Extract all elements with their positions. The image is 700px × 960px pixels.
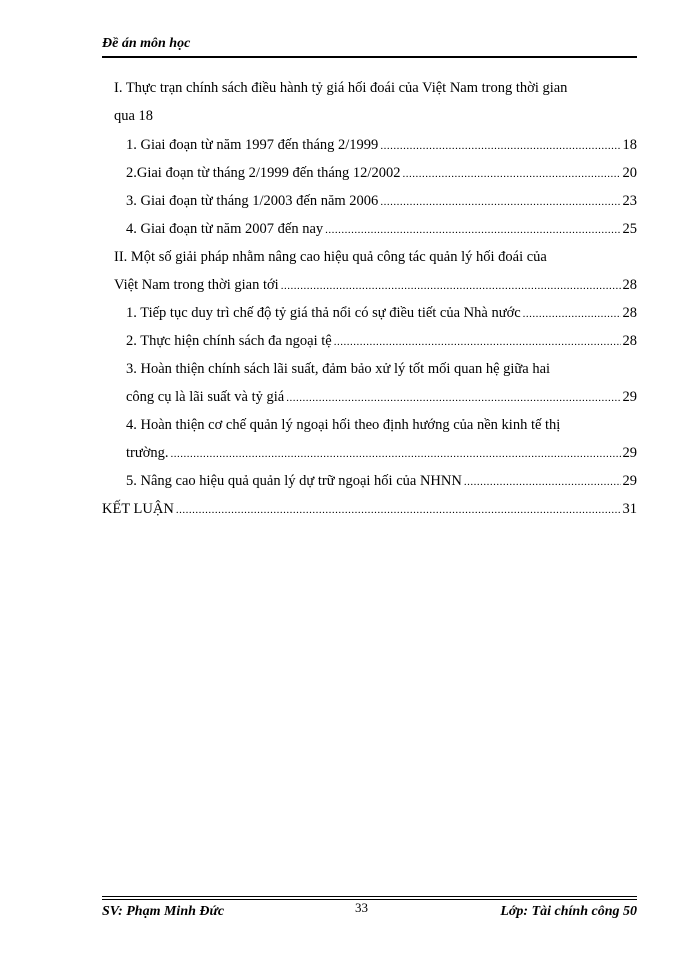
- footer-rule: [102, 896, 637, 897]
- toc-section-1-line1: I. Thực trạn chính sách điều hành tỷ giá hối đoái của Việt Nam trong thời gian: [114, 80, 568, 96]
- toc-entry-2-3[interactable]: [126, 387, 637, 407]
- toc-entry-1-1[interactable]: [126, 135, 637, 155]
- footer-rule-double: [102, 899, 637, 900]
- toc-page-number: 29: [622, 473, 637, 489]
- toc-page-number: 18: [622, 137, 637, 153]
- toc-conclusion[interactable]: [102, 499, 637, 519]
- toc-entry-2-4-line1: 4. Hoàn thiện cơ chế quản lý ngoại hối theo định hướng của nền kinh tế thị: [126, 417, 561, 433]
- toc-entry-2-2[interactable]: [126, 331, 637, 351]
- toc-page-number: 28: [622, 333, 637, 349]
- toc-section-2[interactable]: [114, 275, 637, 295]
- header-rule: [102, 56, 637, 58]
- toc-entry-text: 3. Giai đoạn từ tháng 1/2003 đến năm 2006: [126, 193, 379, 209]
- toc-leader-dots: [523, 304, 621, 324]
- toc-entry-text: 1. Tiếp tục duy trì chế độ tỷ giá thả nổi có sự điều tiết của Nhà nước: [126, 305, 521, 321]
- footer-class-name: Lớp: Tài chính công 50: [500, 904, 637, 919]
- toc-page-number: 29: [622, 445, 637, 461]
- toc-leader-dots: [464, 472, 621, 492]
- toc-entry-text: KẾT LUẬN: [102, 501, 174, 517]
- toc-entry-text: 2. Thực hiện chính sách đa ngoại tệ: [126, 333, 332, 349]
- toc-entry-text: trường.: [126, 445, 169, 461]
- toc-entry-1-4[interactable]: [126, 219, 637, 239]
- toc-page-number: 20: [622, 165, 637, 181]
- toc-leader-dots: [380, 192, 620, 212]
- toc-entry-1-3[interactable]: [126, 191, 637, 211]
- toc-entry-2-4[interactable]: [126, 443, 637, 463]
- toc-entry-2-5[interactable]: [126, 471, 637, 491]
- toc-leader-dots: [325, 220, 620, 240]
- toc-page-number: 25: [622, 221, 637, 237]
- toc-entry-text: 4. Giai đoạn từ năm 2007 đến nay: [126, 221, 324, 237]
- toc-entry-text: 1. Giai đoạn từ năm 1997 đến tháng 2/1999: [126, 137, 379, 153]
- toc-entry-text: Việt Nam trong thời gian tới: [114, 277, 279, 293]
- footer-student-name: SV: Phạm Minh Đức: [102, 904, 225, 919]
- toc-leader-dots: [334, 332, 621, 352]
- toc-leader-dots: [380, 136, 620, 156]
- page-header-title: Đề án môn học: [102, 36, 191, 51]
- toc-section-2-line1: II. Một số giải pháp nhằm nâng cao hiệu quả công tác quản lý hối đoái của: [114, 249, 547, 265]
- footer-page-number: 33: [355, 900, 368, 915]
- toc-entry-1-2[interactable]: [126, 163, 637, 183]
- toc-page-number: 31: [622, 501, 637, 517]
- toc-entry-text: công cụ là lãi suất và tỷ giá: [126, 389, 285, 405]
- toc-leader-dots: [176, 500, 621, 520]
- toc-leader-dots: [402, 164, 620, 184]
- toc-page-number: 29: [622, 389, 637, 405]
- toc-entry-2-1[interactable]: [126, 303, 637, 323]
- toc-leader-dots: [171, 444, 621, 464]
- toc-leader-dots: [281, 276, 621, 296]
- toc-page-number: 23: [622, 193, 637, 209]
- toc-page-number: 28: [622, 277, 637, 293]
- toc-entry-text: 2.Giai đoạn từ tháng 2/1999 đến tháng 12/2002: [126, 165, 401, 181]
- toc-entry-2-3-line1: 3. Hoàn thiện chính sách lãi suất, đảm bảo xử lý tốt mối quan hệ giữa hai: [126, 361, 551, 377]
- toc-entry-text: 5. Nâng cao hiệu quả quản lý dự trữ ngoại hối của NHNN: [126, 473, 462, 489]
- toc-leader-dots: [286, 388, 620, 408]
- toc-section-1-line2: qua 18: [114, 108, 154, 124]
- toc-page-number: 28: [622, 305, 637, 321]
